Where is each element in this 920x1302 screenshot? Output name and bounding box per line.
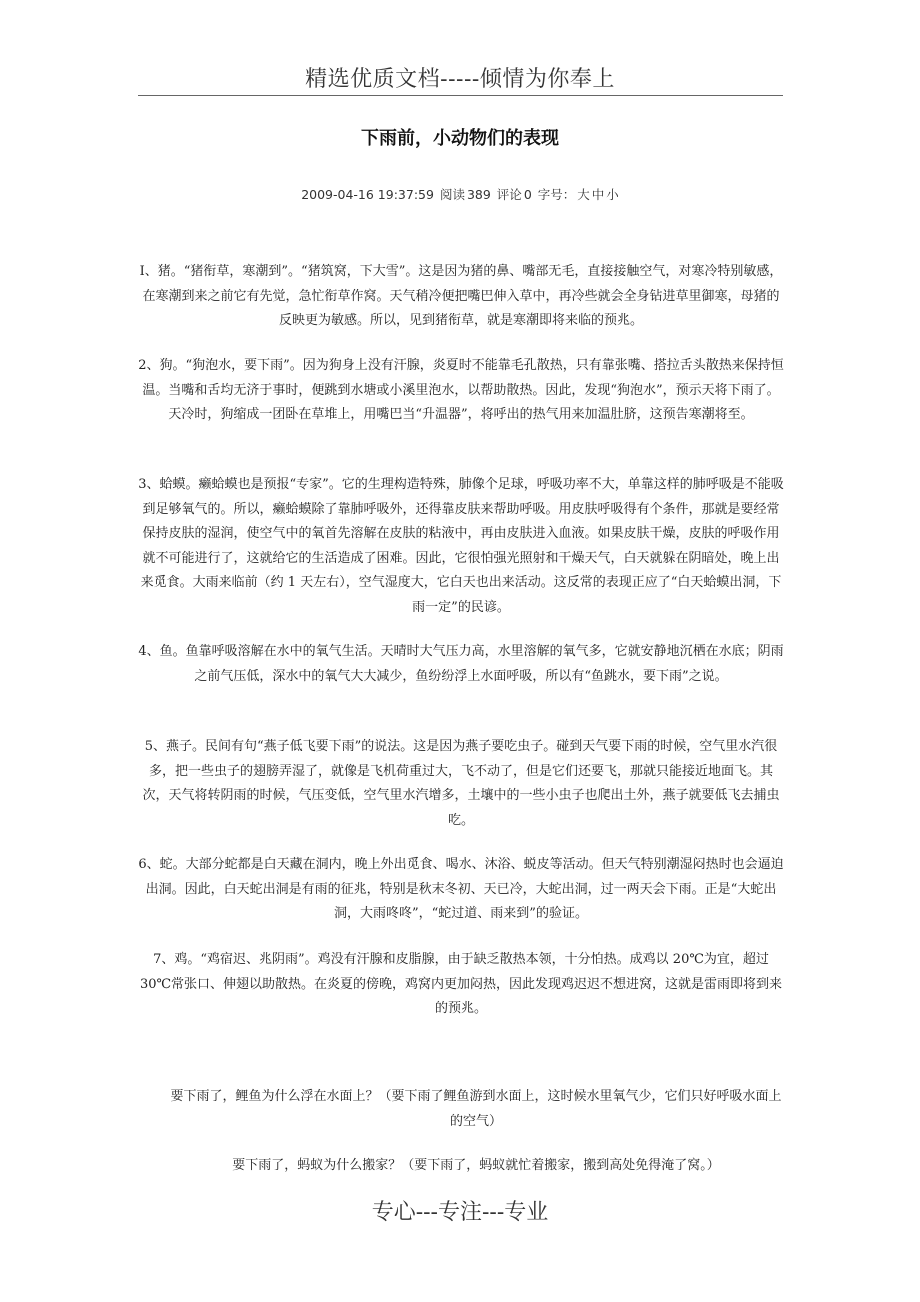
post-datetime: 2009-04-16 19:37:59: [301, 187, 434, 202]
paragraph-toad: 3、蛤蟆。癞蛤蟆也是预报“专家”。它的生理构造特殊，肺像个足球，呼吸功率不大，单靠这样的肺呼吸是不能吸到足够氧气的。所以，癞蛤蟆除了靠肺呼吸外，还得靠皮肤来帮助呼吸。用皮肤呼吸得有个条件，那就是要经常保持皮肤的湿润，使空气中的氧首先溶解在皮肤的粘液中，再由皮肤进入血液。如果皮肤干燥，皮肤的呼吸作用就不可能进行了，这就给它的生活造成了困难。因此，它很怕强光照射和干燥天气，白天就躲在阴暗处，晚上出来觅食。大雨来临前（约 1 天左右），空气湿度大，它白天也出来活动。这反常的表现正应了“白天蛤蟆出洞，下雨一定”的民谚。: [138, 477, 784, 615]
read-count: 389: [466, 187, 491, 202]
question-ants: 要下雨了，蚂蚁为什么搬家？（要下雨了，蚂蚁就忙着搬家，搬到高处免得淹了窝。）: [232, 1158, 720, 1173]
read-label: 阅读: [439, 187, 465, 202]
comment-label[interactable]: 评论: [496, 187, 522, 202]
paragraph-snake: 6、蛇。大部分蛇都是白天藏在洞内，晚上外出觅食、喝水、沐浴、蜕皮等活动。但天气特别潮湿闷热时也会逼迫出洞。因此，白天蛇出洞是有雨的征兆，特别是秋末冬初、天已冷，大蛇出洞，过一两天会下雨。正是“大蛇出洞，大雨咚咚”，“蛇过道、雨来到”的验证。: [138, 857, 784, 921]
article-title: 下雨前，小动物们的表现: [361, 128, 559, 149]
font-size-small-button[interactable]: 小: [606, 187, 619, 202]
font-size-label: 字号：: [537, 187, 576, 202]
font-size-large-button[interactable]: 大: [577, 187, 590, 202]
paragraph-pig: I、猪。“猪衔草，寒潮到”。“猪筑窝，下大雪”。这是因为猪的鼻、嘴部无毛，直接接触空气，对寒冷特别敏感，在寒潮到来之前它有先觉，急忙衔草作窝。天气稍冷便把嘴巴伸入草中，再冷些就会全身钻进草里御寒，母猪的反映更为敏感。所以，见到猪衔草，就是寒潮即将来临的预兆。: [139, 264, 783, 328]
paragraph-chicken: 7、鸡。“鸡宿迟、兆阴雨”。鸡没有汗腺和皮脂腺，由于缺乏散热本领，十分怕热。成鸡以 20℃为宜，超过 30℃常张口、伸翅以助散热。在炎夏的傍晚，鸡窝内更加闷热，因此发现鸡迟迟不想进窝，这就是雷雨即将到来的预兆。: [139, 952, 783, 1016]
document-header: 精选优质文档-----倾情为你奉上: [305, 67, 615, 92]
document-footer: 专心---专注---专业: [371, 1200, 549, 1225]
article-meta: [0, 185, 920, 203]
comment-count[interactable]: 0: [523, 187, 532, 202]
question-carp: 要下雨了，鲤鱼为什么浮在水面上？（要下雨了鲤鱼游到水面上，这时候水里氧气少，它们只好呼吸水面上的空气）: [170, 1089, 782, 1129]
header-divider: [138, 95, 783, 96]
paragraph-dog: 2、狗。“狗泡水，要下雨”。因为狗身上没有汗腺，炎夏时不能靠毛孔散热，只有靠张嘴、搭拉舌头散热来保持恒温。当嘴和舌均无济于事时，便跳到水塘或小溪里泡水，以帮助散热。因此，发现“狗泡水”，预示天将下雨了。天冷时，狗缩成一团卧在草堆上，用嘴巴当“升温器”，将呼出的热气用来加温肚脐，这预告寒潮将至。: [138, 358, 784, 422]
paragraph-swallow: 5、燕子。民间有句“燕子低飞要下雨”的说法。这是因为燕子要吃虫子。碰到天气要下雨的时候，空气里水汽很多，把一些虫子的翅膀弄湿了，就像是飞机荷重过大，飞不动了，但是它们还要飞，那就只能接近地面飞。其次，天气将转阴雨的时候，气压变低，空气里水汽增多，土壤中的一些小虫子也爬出土外，燕子就要低飞去捕虫吃。: [142, 739, 780, 828]
paragraph-fish: 4、鱼。鱼靠呼吸溶解在水中的氧气生活。天晴时大气压力高，水里溶解的氧气多，它就安静地沉栖在水底；阴雨之前气压低，深水中的氧气大大减少，鱼纷纷浮上水面呼吸，所以有“鱼跳水，要下雨”之说。: [138, 644, 784, 684]
font-size-medium-button[interactable]: 中: [591, 187, 605, 202]
